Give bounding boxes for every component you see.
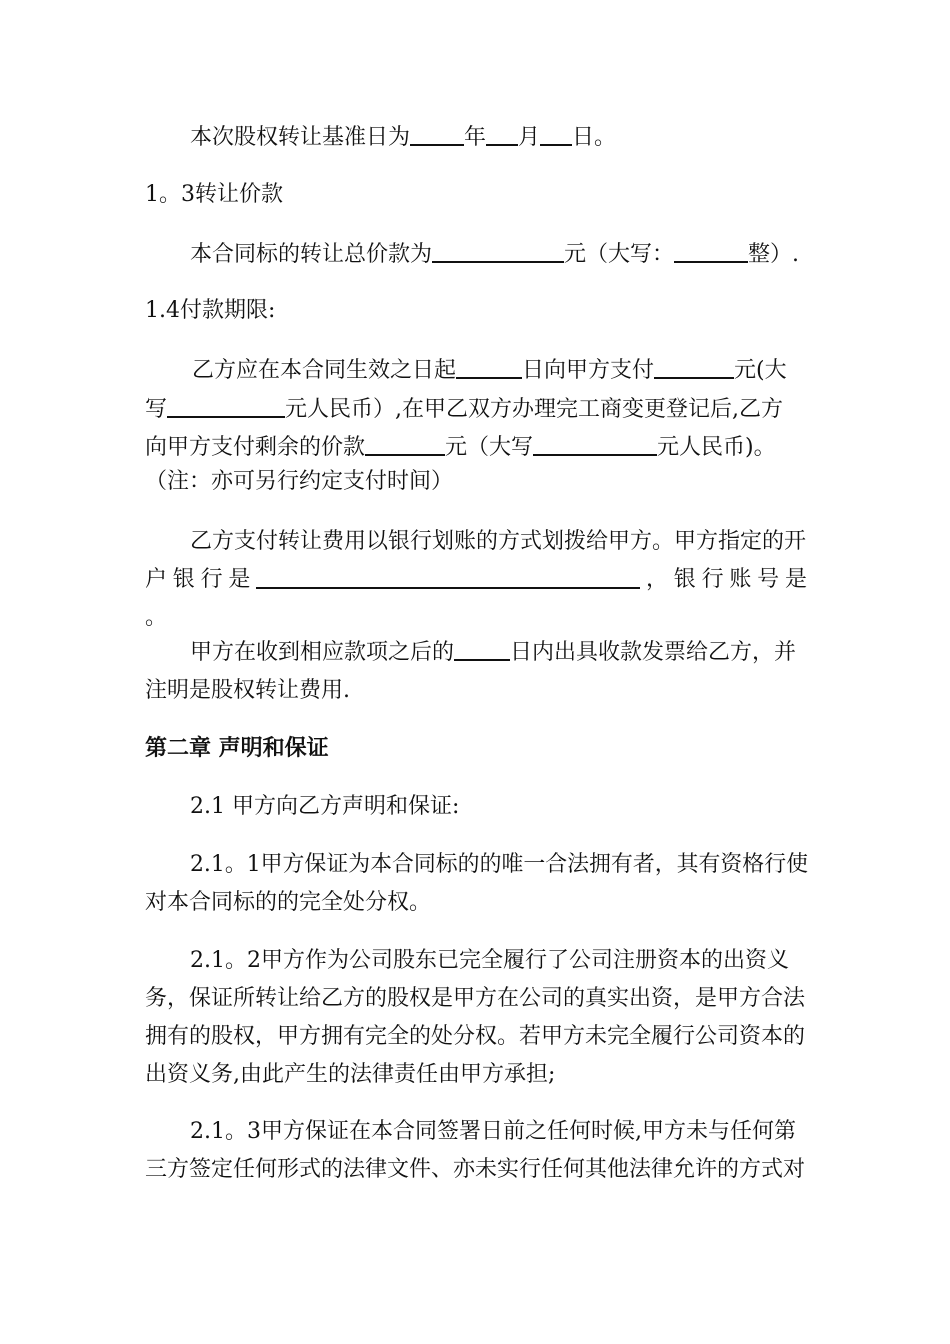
invoice-text: 甲方在收到相应款项之后的 xyxy=(190,640,455,665)
invoice-line-2: 注明是股权转让费用. xyxy=(145,678,350,703)
clause-2-1-2-line-2: 务，保证所转让给乙方的股权是甲方在公司的真实出资，是甲方合法 xyxy=(145,986,806,1011)
payment-text: 向甲方支付剩余的价款 xyxy=(145,435,366,460)
price-yuan-text: 元（大写： xyxy=(564,242,675,267)
month-label: 月 xyxy=(518,125,541,150)
payment-line-2 xyxy=(145,394,783,424)
payment-text: 写 xyxy=(145,397,168,422)
remaining-amount-blank xyxy=(365,432,445,456)
clause-2-1-1-line-2: 对本合同标的的完全处分权。 xyxy=(145,890,432,915)
clause-2-1-3-line-2: 三方签定任何形式的法律文件、亦未实行任何其他法律允许的方式对 xyxy=(145,1157,806,1182)
clause-2-1-2-line-3: 拥有的股权，甲方拥有完全的处分权。若甲方未完全履行公司资本的 xyxy=(145,1024,806,1049)
bank-account-row xyxy=(145,565,807,595)
base-date-text: 本次股权转让基准日为 xyxy=(190,125,411,150)
payment-text: 乙方应在本合同生效之日起 xyxy=(192,358,457,383)
day-label: 日。 xyxy=(572,125,617,150)
price-text: 本合同标的转让总价款为 xyxy=(190,242,433,267)
payment-text: 日向甲方支付 xyxy=(522,358,655,383)
payment-amount-blank xyxy=(654,355,734,379)
payment-text: 元（大写 xyxy=(445,435,534,460)
bank-char: 行 xyxy=(701,567,724,592)
price-amount-blank xyxy=(432,239,564,263)
price-line xyxy=(190,239,799,269)
bank-line-3: 。 xyxy=(145,605,168,630)
bank-char: 户 xyxy=(145,567,168,592)
payment-line-1 xyxy=(192,355,787,385)
clause-2-1-1-line-1: 2.1。1甲方保证为本合同标的的唯一合法拥有者，其有资格行使 xyxy=(190,852,808,877)
bank-line-2 xyxy=(145,565,807,595)
payment-capital-blank xyxy=(167,394,285,418)
bank-name-blank xyxy=(256,565,640,589)
bank-char: ， xyxy=(645,567,668,592)
bank-char: 是 xyxy=(784,567,807,592)
bank-char: 是 xyxy=(228,567,251,592)
section-2-1-heading: 2.1 甲方向乙方声明和保证: xyxy=(190,794,460,819)
year-blank xyxy=(410,122,464,146)
invoice-days-blank xyxy=(454,637,510,661)
bank-line-1: 乙方支付转让费用以银行划账的方式划拨给甲方。甲方指定的开 xyxy=(190,529,807,554)
payment-text: 元人民币)。 xyxy=(657,435,776,460)
payment-text: 元(大 xyxy=(734,358,787,383)
price-capital-blank xyxy=(674,239,748,263)
price-suffix-text: 整）. xyxy=(748,242,800,267)
chapter-2-heading: 第二章 声明和保证 xyxy=(145,735,329,761)
year-label: 年 xyxy=(464,125,487,150)
payment-days-blank xyxy=(456,355,522,379)
invoice-text: 日内出具收款发票给乙方，并 xyxy=(510,640,797,665)
bank-char: 银 xyxy=(673,567,696,592)
remaining-capital-blank xyxy=(533,432,657,456)
section-1-4-heading: 1.4付款期限: xyxy=(145,298,276,323)
invoice-line-1 xyxy=(190,637,796,667)
section-1-3-heading: 1。3转让价款 xyxy=(145,182,283,207)
clause-2-1-2-line-1: 2.1。2甲方作为公司股东已完全履行了公司注册资本的出资义 xyxy=(190,948,789,973)
clause-2-1-3-line-1: 2.1。3甲方保证在本合同签署日前之任何时候,甲方未与任何第 xyxy=(190,1119,796,1144)
month-blank xyxy=(486,122,518,146)
clause-2-1-2-line-4: 出资义务,由此产生的法律责任由甲方承担; xyxy=(145,1062,556,1087)
payment-text: 元人民币）,在甲乙双方办理完工商变更登记后,乙方 xyxy=(285,397,784,422)
payment-line-3 xyxy=(145,432,776,462)
base-date-line xyxy=(190,122,616,152)
bank-char: 号 xyxy=(757,567,780,592)
payment-note: （注：亦可另行约定支付时间） xyxy=(145,469,454,494)
bank-char: 行 xyxy=(200,567,223,592)
bank-char: 银 xyxy=(172,567,195,592)
bank-char: 账 xyxy=(729,567,752,592)
day-blank xyxy=(540,122,572,146)
